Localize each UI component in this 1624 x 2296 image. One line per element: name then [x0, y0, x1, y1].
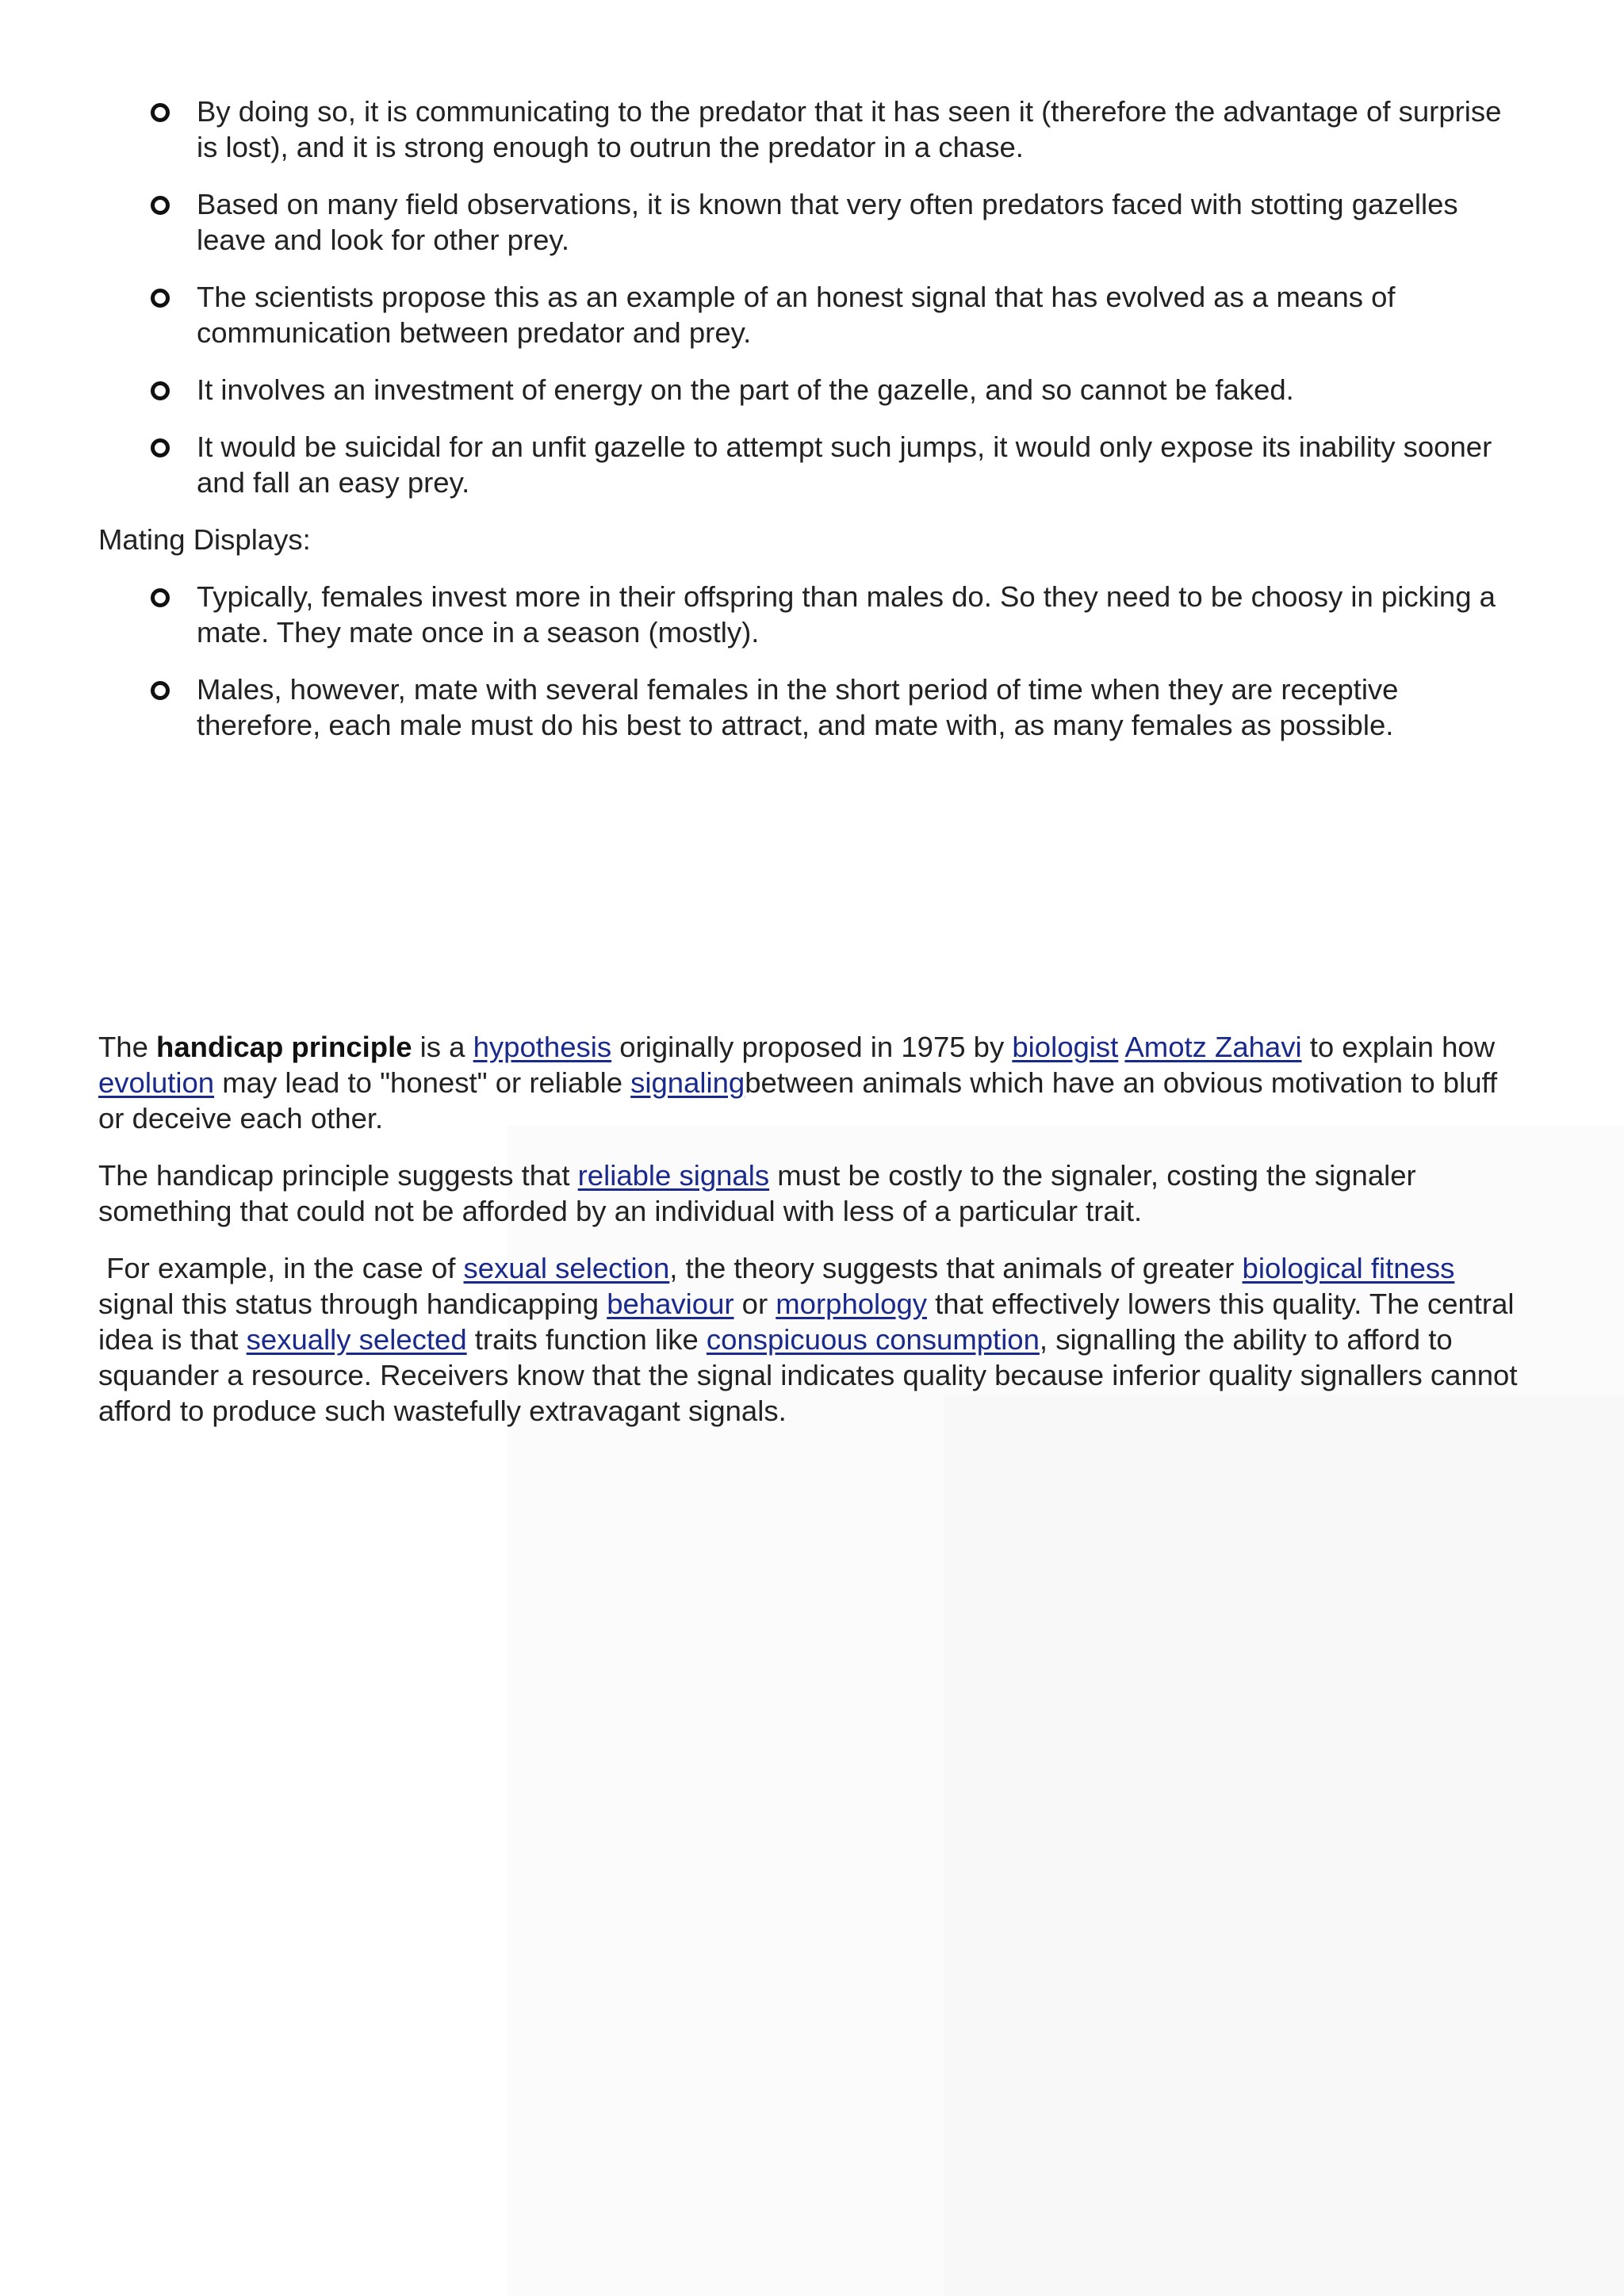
bullet-text: Based on many field observations, it is known that very often predators faced with stotting gazelles leave and look for other prey.	[197, 188, 1458, 256]
text-run: between animals which have an obvious motivation to bluff or deceive each other.	[98, 1066, 1498, 1135]
text-run: For example, in the case of	[98, 1252, 464, 1284]
hollow-circle-bullet-icon	[151, 103, 170, 122]
bullet-text: It would be suicidal for an unfit gazelle to attempt such jumps, it would only expose its inability sooner and fall an easy prey.	[197, 430, 1492, 499]
amotz-zahavi-link[interactable]: Amotz Zahavi	[1124, 1031, 1302, 1063]
conspicuous-consumption-link[interactable]: conspicuous consumption	[706, 1323, 1040, 1356]
sexual-selection-link[interactable]: sexual selection	[463, 1252, 670, 1284]
handicap-costly-signal-paragraph	[98, 1158, 1526, 1229]
bullet-text: Typically, females invest more in their offspring than males do. So they need to be choosy in picking a mate. They mate once in a season (mostly).	[197, 580, 1496, 649]
text-run: The	[98, 1031, 157, 1063]
handicap-example-paragraph	[98, 1250, 1526, 1429]
sexually-selected-link[interactable]: sexually selected	[246, 1323, 467, 1356]
bullet-text: It involves an investment of energy on the part of the gazelle, and so cannot be faked.	[197, 373, 1294, 406]
text-run: , the theory suggests that animals of greater	[669, 1252, 1243, 1284]
reliable-signals-link[interactable]: reliable signals	[577, 1159, 770, 1192]
list-item	[98, 579, 1526, 650]
text-run: may lead to "honest" or reliable	[214, 1066, 631, 1099]
text-run: originally proposed in 1975 by	[611, 1031, 1013, 1063]
text-run: to explain how	[1301, 1031, 1496, 1063]
hollow-circle-bullet-icon	[151, 681, 170, 700]
text-run: that effectively lowers this quality. The central idea is that	[98, 1288, 1515, 1356]
text-run: signal this status through handicapping	[98, 1288, 607, 1320]
bullet-text: The scientists propose this as an example of an honest signal that has evolved as a means of communication between predator and prey.	[197, 281, 1396, 349]
bullet-text: Males, however, mate with several females in the short period of time when they are receptive therefore, each male must do his best to attract, and mate with, as many females as possible.	[197, 673, 1399, 741]
text-run: or	[733, 1288, 776, 1320]
hollow-circle-bullet-icon	[151, 438, 170, 457]
blank-space	[98, 764, 1526, 1029]
text-run: The handicap principle suggests that	[98, 1159, 578, 1192]
list-item	[98, 186, 1526, 258]
biologist-link[interactable]: biologist	[1012, 1031, 1119, 1063]
behaviour-link[interactable]: behaviour	[607, 1288, 734, 1320]
hypothesis-link[interactable]: hypothesis	[473, 1031, 612, 1063]
list-item	[98, 429, 1526, 500]
background-shade-lower	[944, 1395, 1624, 2296]
list-item	[98, 279, 1526, 350]
document-body	[98, 94, 1526, 1450]
handicap-intro-paragraph	[98, 1029, 1526, 1136]
text-run: traits function like	[466, 1323, 707, 1356]
text-run: is a	[412, 1031, 473, 1063]
handicap-principle-term: handicap principle	[156, 1031, 412, 1063]
signaling-link[interactable]: signaling	[630, 1066, 745, 1099]
stotting-bullet-list	[98, 94, 1526, 500]
list-item	[98, 372, 1526, 408]
hollow-circle-bullet-icon	[151, 289, 170, 308]
list-item	[98, 94, 1526, 165]
morphology-link[interactable]: morphology	[776, 1288, 927, 1320]
hollow-circle-bullet-icon	[151, 588, 170, 607]
text-run: must be costly to the signaler, costing the signaler something that could not be afforded by an individual with less of a particular trait.	[98, 1159, 1416, 1227]
hollow-circle-bullet-icon	[151, 196, 170, 215]
bullet-text: By doing so, it is communicating to the predator that it has seen it (therefore the advantage of surprise is lost), and it is strong enough to outrun the predator in a chase.	[197, 95, 1502, 163]
list-item	[98, 672, 1526, 743]
mating-displays-heading: Mating Displays:	[98, 523, 311, 556]
mating-bullet-list	[98, 579, 1526, 743]
biological-fitness-link[interactable]: biological fitness	[1242, 1252, 1455, 1284]
evolution-link[interactable]: evolution	[98, 1066, 215, 1099]
hollow-circle-bullet-icon	[151, 381, 170, 400]
text-run: , signalling the ability to afford to squander a resource. Receivers know that the signal indicates quality because inferior quality signallers cannot afford to produce such wastefully extravagant signals.	[98, 1323, 1518, 1427]
